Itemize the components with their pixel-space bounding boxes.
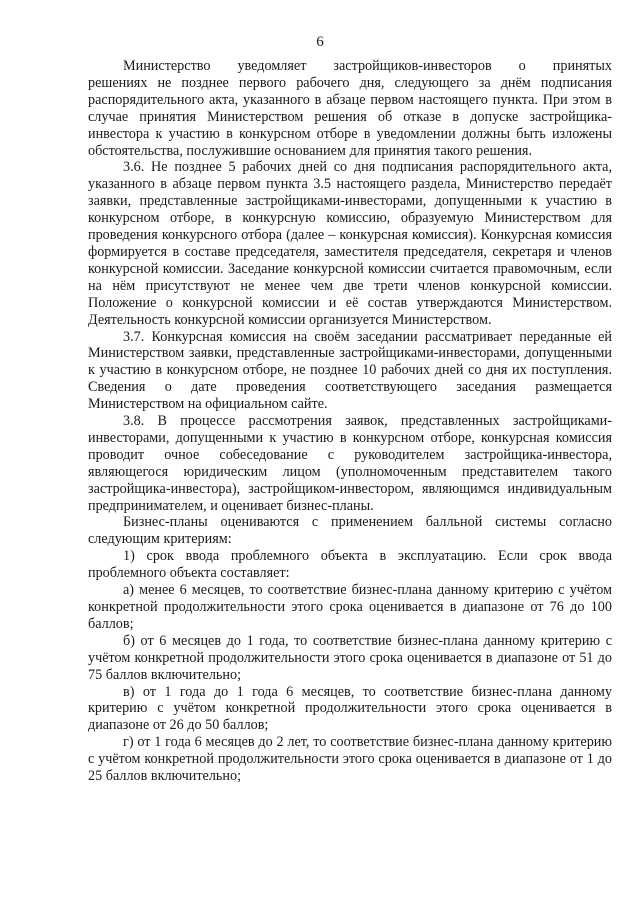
paragraph-first-line: Министерство уведомляет застройщиков-инвесторов о принятых (123, 58, 612, 74)
paragraph-3-7: 3.7. Конкурсная комиссия на своём заседании рассматривает переданные ей Министерством заявки, представленные застройщиками-инвесторами, допущенными к участию в конкурсном отборе, не позднее 10 рабочих дней со дня их поступления. Сведения о дате проведения соответствующего заседания размещается Министерством на официальном сайте. (88, 328, 612, 413)
paragraph-criteria-intro: Бизнес-планы оцениваются с применением балльной системы согласно следующим критериям: (88, 514, 612, 548)
list-item-criterion-1v: в) от 1 года до 1 года 6 месяцев, то соответствие бизнес-плана данному критерию с учётом конкретной продолжительности этого срока оценивается в диапазоне от 26 до 50 баллов; (88, 683, 612, 734)
paragraph-3-8: 3.8. В процессе рассмотрения заявок, представленных застройщиками-инвесторами, допущенными к участию в конкурсном отборе, конкурсная комиссия проводит очное собеседование с руководителем застройщика-инвестора, являющегося юридическим лицом (уполномоченным представителем такого застройщика-инвестора), застройщиком-инвестором, являющимся индивидуальным предпринимателем, и оценивает бизнес-планы. (88, 413, 612, 514)
list-item-criterion-1a: а) менее 6 месяцев, то соответствие бизнес-плана данному критерию с учётом конкретной продолжительности этого срока оценивается в диапазоне от 76 до 100 баллов; (88, 582, 612, 632)
paragraph-3-6: 3.6. Не позднее 5 рабочих дней со дня подписания распорядительного акта, указанного в абзаце первом пункта 3.5 настоящего раздела, Министерство передаёт заявки, представленные застройщиками-инвесторами, допущенными к участию в конкурсном отборе, в конкурсную комиссию, образуемую Министерством для проведения конкурсного отбора (далее – конкурсная комиссия). Конкурсная комиссия формируется в составе председателя, заместителя председателя, секретаря и членов конкурсной комиссии. Заседание конкурсной комиссии считается правомочным, если на нём присутствуют не менее чем две трети членов конкурсной комиссии. Положение о конкурсной комиссии и её состав утверждаются Министерством. Деятельность конкурсной комиссии организуется Министерством. (88, 159, 612, 328)
paragraph-text: решениях не позднее первого рабочего дня, следующего за днём подписания распорядительного акта, указанного в абзаце первом настоящего пункта. При этом в случае принятия Министерством решения об отказе в допуске застройщика-инвестора к участию в конкурсном отборе в уведомлении должны быть изложены обстоятельства, послужившие основанием для принятия такого решения. (88, 74, 612, 159)
document-body (88, 58, 612, 785)
list-item-criterion-1g: г) от 1 года 6 месяцев до 2 лет, то соответствие бизнес-плана данному критерию с учётом конкретной продолжительности этого срока оценивается в диапазоне от 1 до 25 баллов включительно; (88, 734, 612, 785)
list-item-criterion-1b: б) от 6 месяцев до 1 года, то соответствие бизнес-плана данному критерию с учётом конкретной продолжительности этого срока оценивается в диапазоне от 51 до 75 баллов включительно; (88, 632, 612, 683)
page-number: 6 (316, 34, 324, 50)
paragraph-notification (88, 58, 612, 159)
list-item-criterion-1: 1) срок ввода проблемного объекта в эксплуатацию. Если срок ввода проблемного объекта составляет: (88, 548, 612, 582)
